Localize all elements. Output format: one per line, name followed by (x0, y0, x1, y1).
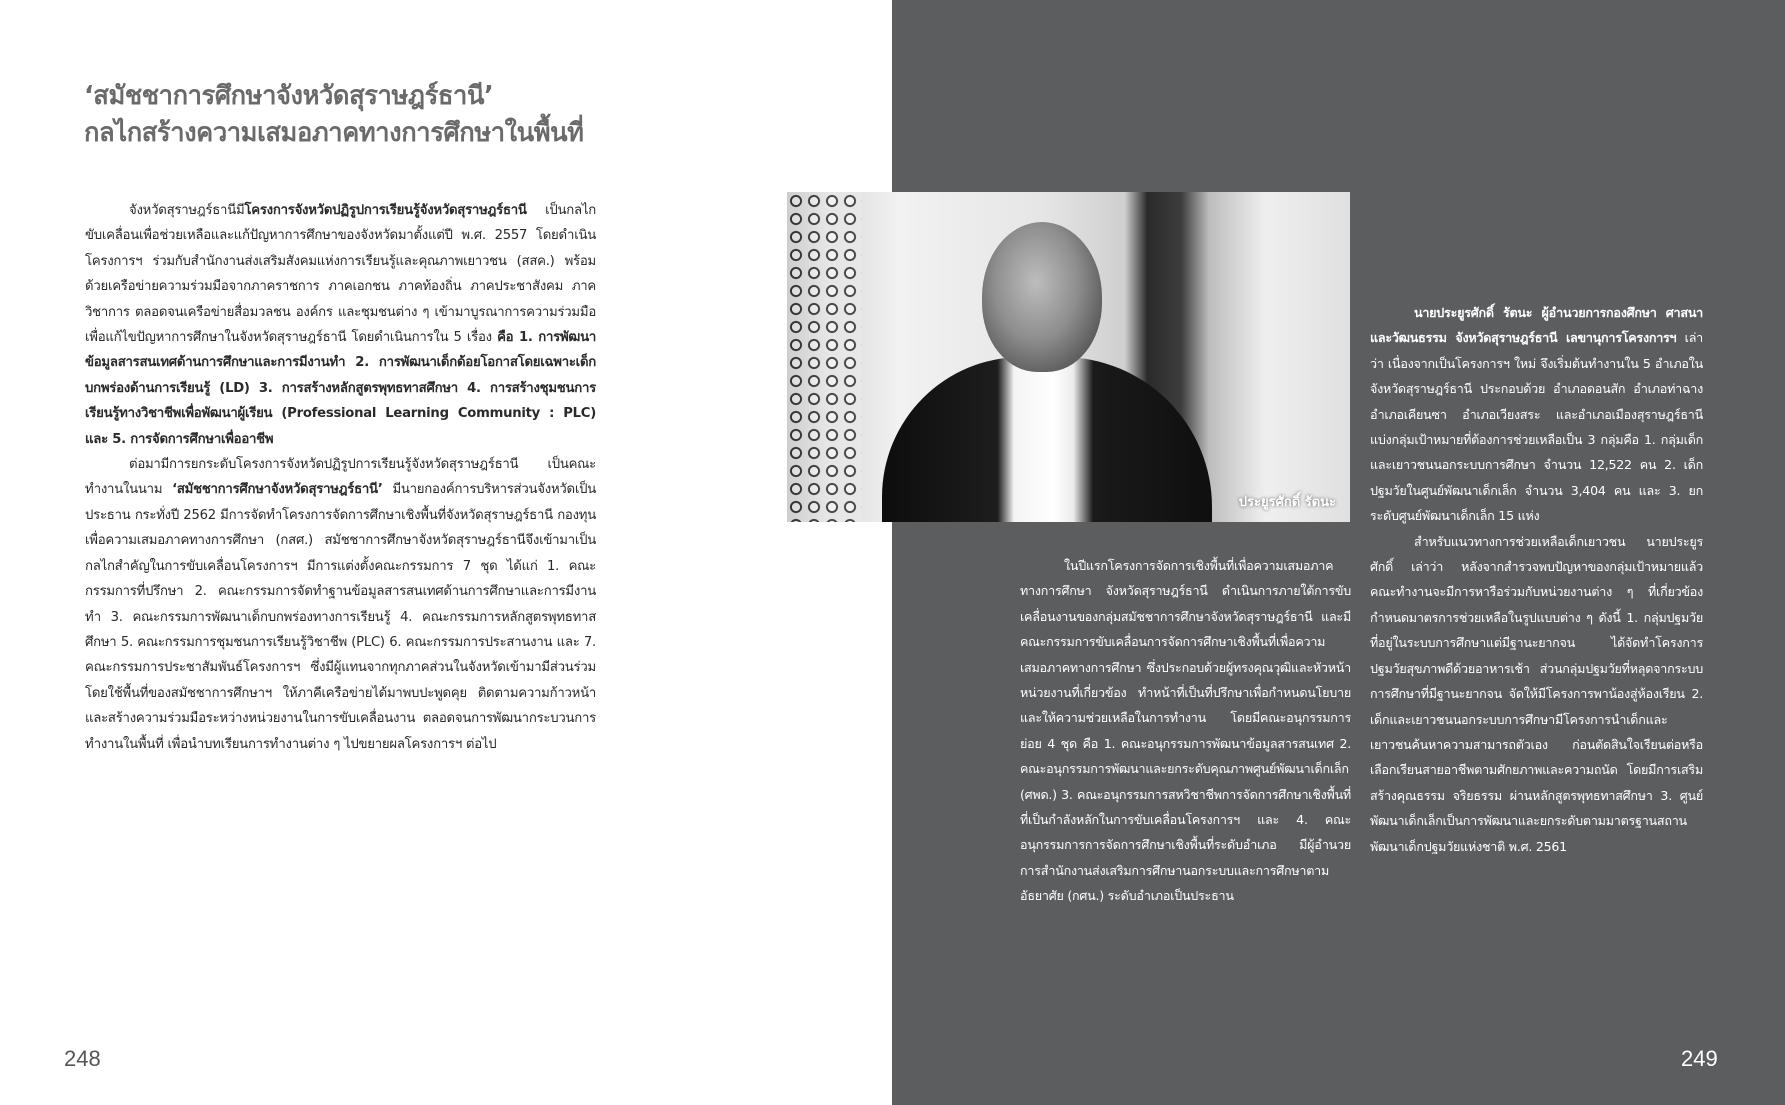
body-paragraph-1 (85, 198, 596, 452)
middle-paragraph: ในปีแรกโครงการจัดการเชิงพื้นที่เพื่อความเสมอภาคทางการศึกษา จังหวัดสุราษฎร์ธานี ดำเนินการภายใต้การขับเคลื่อนงานของกลุ่มสมัชชาการศึกษาจังหวัดสุราษฎร์ธานี และมีคณะกรรมการขับเคลื่อนการจัดการศึกษาเชิงพื้นที่เพื่อความเสมอภาคทางการศึกษา ซึ่งประกอบด้วยผู้ทรงคุณวุฒิและหัวหน้าหน่วยงานที่เกี่ยวข้อง ทำหน้าที่เป็นที่ปรึกษาเพื่อกำหนดนโยบายและให้ความช่วยเหลือในการทำงาน โดยมีคณะอนุกรรมการย่อย 4 ชุด คือ 1. คณะอนุกรรมการพัฒนาข้อมูลสารสนเทศ 2. คณะอนุกรรมการพัฒนาและยกระดับคุณภาพศูนย์พัฒนาเด็กเล็ก (ศพด.) 3. คณะอนุกรรมการสหวิชาชีพการจัดการศึกษาเชิงพื้นที่ที่เป็นกำลังหลักในการขับเคลื่อนโครงการฯ และ 4. คณะอนุกรรมการการจัดการศึกษาเชิงพื้นที่ระดับอำเภอ มีผู้อำนวยการสำนักงานส่งเสริมการศึกษานอกระบบและการศึกษาตามอัธยาศัย (กศน.) ระดับอำเภอเป็นประธาน (1020, 558, 1351, 904)
article-title (84, 78, 784, 152)
page-number-left: 248 (64, 1046, 101, 1071)
portrait-photo (787, 192, 1350, 522)
paragraph-2-body: มีนายกองค์การบริหารส่วนจังหวัดเป็นประธาน กระทั่งปี 2562 มีการจัดทำโครงการจัดการศึกษาเชิงพื้นที่จังหวัดสุราษฎร์ธานี กองทุนเพื่อความเสมอภาคทางการศึกษา (กสศ.) สมัชชาการศึกษาจังหวัดสุราษฎร์ธานีจึงเข้ามาเป็นกลไกสำคัญในการขับเคลื่อนโครงการฯ มีการแต่งตั้งคณะกรรมการ 7 ชุด ได้แก่ 1. คณะกรรมการที่ปรึกษา 2. คณะกรรมการจัดทำฐานข้อมูลสารสนเทศด้านการศึกษาและการมีงานทำ 3. คณะกรรมการพัฒนาเด็กบกพร่องทางการเรียนรู้ 4. คณะกรรมการหลักสูตรพุทธทาสศึกษา 5. คณะกรรมการชุมชนการเรียนรู้วิชาชีพ (PLC) 6. คณะกรรมการประสานงาน และ 7. คณะกรรมการประชาสัมพันธ์โครงการฯ ซึ่งมีผู้แทนจากทุกภาคส่วนในจังหวัดเข้ามามีส่วนร่วม โดยใช้พื้นที่ของสมัชชาการศึกษาฯ ให้ภาคีเครือข่ายได้มาพบปะพูดคุย ติดตามความก้าวหน้า และสร้างความร่วมมือระหว่างหน่วยงานในการขับเคลื่อนงาน ตลอดจนการพัฒนากระบวนการทำงานในพื้นที่ เพื่อนำบทเรียนการทำงานต่าง ๆ ไปขยายผลโครงการฯ ต่อไป (85, 482, 596, 752)
right-paragraph-1-body: เล่าว่า เนื่องจากเป็นโครงการฯ ใหม่ จึงเริ่มต้นทำงานใน 5 อำเภอในจังหวัดสุราษฎร์ธานี ประกอบด้วย อำเภอดอนสัก อำเภอท่าฉาง อำเภอเคียนซา อำเภอเวียงสระ และอำเภอเมืองสุราษฎร์ธานี แบ่งกลุ่มเป้าหมายที่ต้องการช่วยเหลือเป็น 3 กลุ่มคือ 1. กลุ่มเด็กและเยาวชนนอกระบบการศึกษา จำนวน 12,522 คน 2. เด็กปฐมวัยในศูนย์พัฒนาเด็กเล็ก จำนวน 3,404 คน และ 3. ยกระดับศูนย์พัฒนาเด็กเล็ก 15 แห่ง (1370, 330, 1703, 524)
middle-body-column (1020, 553, 1351, 909)
paragraph-1-body: เป็นกลไกขับเคลื่อนเพื่อช่วยเหลือและแก้ปัญหาการศึกษาของจังหวัดมาตั้งแต่ปี พ.ศ. 2557 โดยดำเนินโครงการฯ ร่วมกับสำนักงานส่งเสริมสังคมแห่งการเรียนรู้และคุณภาพเยาวชน (สสค.) พร้อมด้วยเครือข่ายความร่วมมือจากภาคราชการ ภาคเอกชน ภาคท้องถิ่น ภาคประชาสังคม ภาควิชาการ ตลอดจนเครือข่ายสื่อมวลชน องค์กร และชุมชนต่าง ๆ เข้ามาบูรณาการความร่วมมือเพื่อแก้ไขปัญหาการศึกษาในจังหวัดสุราษฎร์ธานี โดยดำเนินการใน 5 เรื่อง (85, 203, 596, 346)
right-paragraph-1-speaker: นายประยูรศักดิ์ รัตนะ ผู้อำนวยการกองศึกษา ศาสนา และวัฒนธรรม จังหวัดสุราษฎร์ธานี เลขานุการโครงการฯ (1370, 305, 1703, 346)
article-title-line-2: กลไกสร้างความเสมอภาคทางการศึกษาในพื้นที่ (84, 118, 584, 148)
paragraph-2-intro: ต่อมามีการยกระดับโครงการจังหวัดปฏิรูปการเรียนรู้จังหวัดสุราษฎร์ธานี เป็นคณะทำงานในนาม (85, 457, 596, 498)
right-body-column (1370, 300, 1703, 859)
lattice-screen-background (787, 192, 862, 522)
person-head-silhouette (982, 222, 1102, 372)
left-body-column (85, 198, 596, 757)
paragraph-1-project-name: โครงการจังหวัดปฏิรูปการเรียนรู้จังหวัดสุราษฎร์ธานี (244, 203, 527, 218)
body-paragraph-2 (85, 452, 596, 757)
paragraph-1-topics: คือ 1. การพัฒนาข้อมูลสารสนเทศด้านการศึกษาและการมีงานทำ 2. การพัฒนาเด็กด้อยโอกาสโดยเฉพาะเด็กบกพร่องด้านการเรียนรู้ (LD) 3. การสร้างหลักสูตรพุทธทาสศึกษา 4. การสร้างชุมชนการเรียนรู้ทางวิชาชีพเพื่อพัฒนาผู้เรียน (Professional Learning Community : PLC) และ 5. การจัดการศึกษาเพื่ออาชีพ (85, 330, 597, 447)
paragraph-1-intro: จังหวัดสุราษฎร์ธานีมี (129, 203, 245, 218)
left-page (0, 0, 892, 1105)
right-paragraph-2: สำหรับแนวทางการช่วยเหลือเด็กเยาวชน นายประยูรศักดิ์ เล่าว่า หลังจากสำรวจพบปัญหาของกลุ่มเป้าหมายแล้ว คณะทำงานจะมีการหารือร่วมกับหน่วยงานต่าง ๆ ที่เกี่ยวข้อง กำหนดมาตรการช่วยเหลือในรูปแบบต่าง ๆ ดังนี้ 1. กลุ่มปฐมวัยที่อยู่ในระบบการศึกษาแต่มีฐานะยากจน ได้จัดทำโครงการปฐมวัยสุขภาพดีด้วยอาหารเช้า ส่วนกลุ่มปฐมวัยที่หลุดจากระบบการศึกษาที่มีฐานะยากจน จัดให้มีโครงการพาน้องสู่ห้องเรียน 2. เด็กและเยาวชนนอกระบบการศึกษามีโครงการนำเด็กและเยาวชนค้นหาความสามารถตัวเอง ก่อนตัดสินใจเรียนต่อหรือเลือกเรียนสายอาชีพตามศักยภาพและความถนัด โดยมีการเสริมสร้างคุณธรรม จริยธรรม ผ่านหลักสูตรพุทธทาสศึกษา 3. ศูนย์พัฒนาเด็กเล็กเป็นการพัฒนาและยกระดับตามมาตรฐานสถานพัฒนาเด็กปฐมวัยแห่งชาติ พ.ศ. 2561 (1370, 533, 1703, 854)
person-suit-silhouette (882, 357, 1212, 522)
right-paragraph-1 (1370, 300, 1703, 529)
page-number-right: 249 (1681, 1046, 1718, 1071)
article-title-line-1: ‘สมัชชาการศึกษาจังหวัดสุราษฎร์ธานี’ (84, 81, 494, 111)
photo-caption: ประยูรศักดิ์ รัตนะ (1238, 495, 1336, 510)
paragraph-2-assembly-name: ‘สมัชชาการศึกษาจังหวัดสุราษฎร์ธานี’ (172, 482, 383, 498)
